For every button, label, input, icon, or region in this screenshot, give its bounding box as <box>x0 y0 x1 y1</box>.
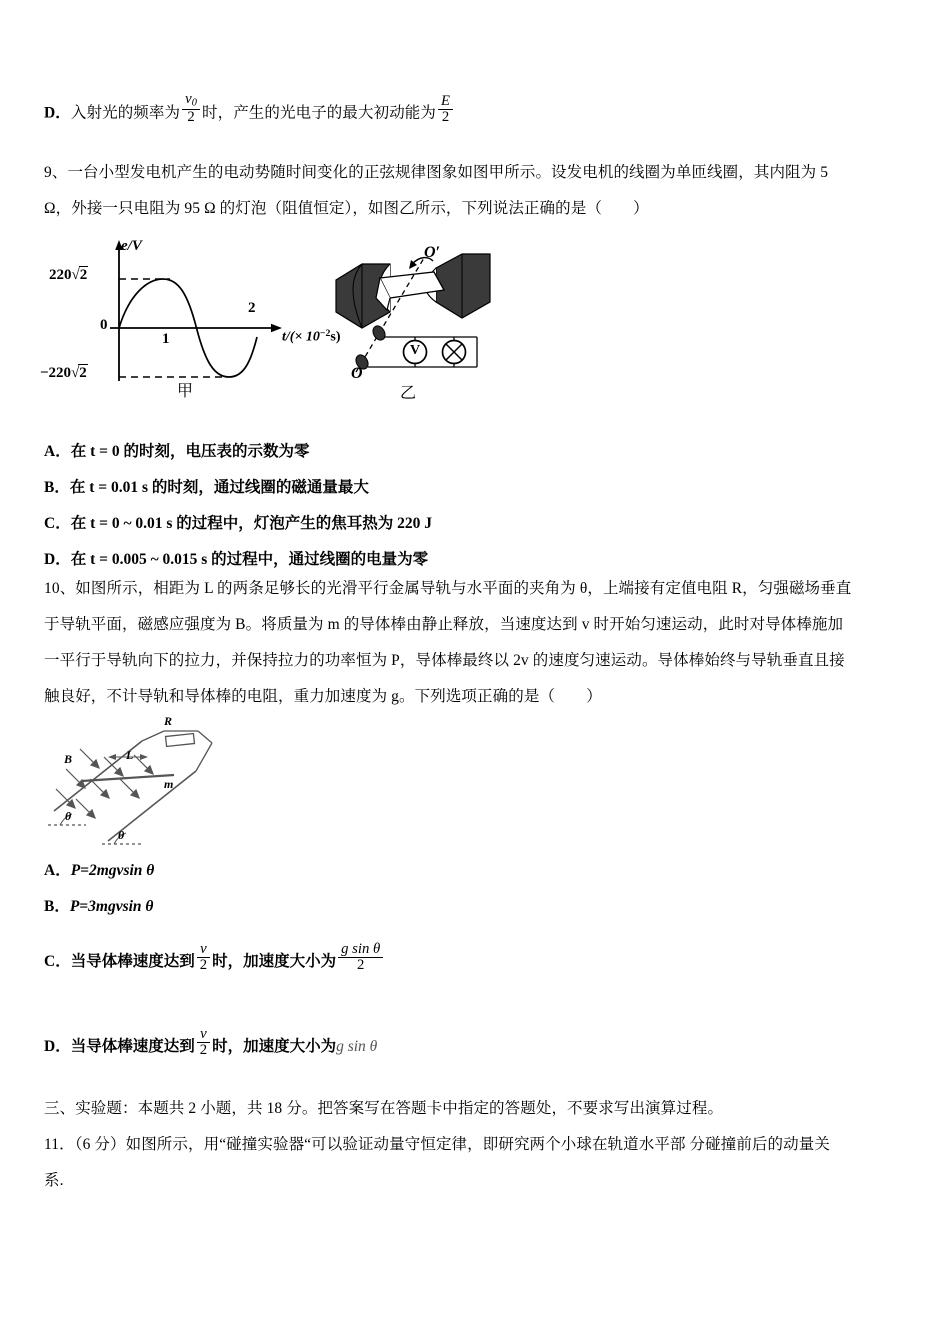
q9-option-a <box>44 441 309 463</box>
q11-line-1: 11．（6 分）如图所示，用“碰撞实验器“可以验证动量守恒定律，即研究两个小球在轨道水平部 分碰撞前后的动量关 <box>44 1136 830 1153</box>
q10-option-d-fraction-v-2 <box>197 1027 210 1059</box>
q10-option-a <box>44 860 154 882</box>
fraction-numerator: g sin θ <box>338 942 383 958</box>
rails-label-L: L <box>126 748 134 762</box>
q10-stem-line-3: 一平行于导轨向下的拉力，并保持拉力的功率恒为 P，导体棒最终以 2v 的速度匀速运动。导体棒始终与导轨垂直且接 <box>44 652 845 669</box>
q9-option-b-label: B． <box>44 479 70 496</box>
q10-option-c <box>44 940 385 978</box>
fraction-numerator: v <box>197 942 210 958</box>
emf-graph-tick-1: 1 <box>162 331 170 347</box>
rails-label-B: B <box>64 752 73 766</box>
q10-stem-line-2: 于导轨平面，磁感应强度为 B。将质量为 m 的导体棒由静止释放，当速度达到 v 时开始匀速运动，此时对导体棒施加 <box>44 616 844 633</box>
rails-label-R: R <box>164 714 173 728</box>
q9-option-a-label: A． <box>44 443 71 460</box>
figure-caption-jia: 甲 <box>177 383 194 400</box>
q8-option-d-fraction-e-2 <box>438 94 453 126</box>
q10-option-b-label: B． <box>44 898 70 915</box>
fraction-numerator: E <box>438 94 453 110</box>
q10-option-c-label: C． <box>44 952 71 970</box>
q10-option-a-label: A． <box>44 862 71 879</box>
figure-inclined-rails <box>46 713 236 848</box>
voltmeter-label: V <box>410 343 421 358</box>
q9-option-c-label: C． <box>44 515 71 532</box>
q10-option-d-label: D． <box>44 1037 71 1055</box>
q9-option-b-text: 在 t = 0.01 s 的时刻，通过线圈的磁通量最大 <box>69 479 369 496</box>
q10-option-b-text: P=3mgvsin θ <box>69 898 154 915</box>
fraction-numerator-sub: 0 <box>191 97 197 109</box>
fraction-denominator: 2 <box>441 108 450 125</box>
q9-option-d-text: 在 t = 0.005 ~ 0.015 s 的过程中，通过线圈的电量为零 <box>70 551 429 568</box>
q10-option-b <box>44 896 153 918</box>
q10-option-c-text-before: 当导体棒速度达到 <box>70 952 195 970</box>
fraction-numerator: ν <box>185 90 192 107</box>
q10-option-d-text-middle: 时，加速度大小为 <box>212 1037 337 1055</box>
emf-graph-origin-label: 0 <box>100 317 108 333</box>
fraction-denominator: 2 <box>199 1042 208 1059</box>
q8-option-d-text-middle: 时，产生的光电子的最大初动能为 <box>202 104 437 122</box>
fraction-denominator: 2 <box>187 108 195 125</box>
q9-option-d <box>44 549 428 571</box>
fraction-denominator: 2 <box>356 957 365 974</box>
q9-stem-line-2: Ω，外接一只电阻为 95 Ω 的灯泡（阻值恒定），如图乙所示，下列说法正确的是（ ） <box>44 200 649 217</box>
q9-option-c-text: 在 t = 0 ~ 0.01 s 的过程中，灯泡产生的焦耳热为 220 J <box>70 515 433 532</box>
q11-line-2: 系. <box>44 1172 64 1189</box>
figure-caption-yi: 乙 <box>400 385 417 402</box>
emf-graph-y-min-label: −220√2 <box>40 365 87 381</box>
q10-option-a-text: P=2mgvsin θ <box>70 862 155 879</box>
q9-option-c <box>44 513 432 535</box>
rails-label-theta-2: θ <box>118 828 125 842</box>
q10-option-c-fraction-v-2 <box>197 942 210 974</box>
q10-option-d <box>44 1025 378 1063</box>
q10-option-c-fraction-gsin-2 <box>338 942 383 974</box>
q8-option-d-fraction-nu0-2 <box>182 92 200 126</box>
q8-option-d-text-before: 入射光的频率为 <box>70 104 181 122</box>
emf-graph-x-axis-label: $t/(\times 10^{-2}s)$ <box>282 328 341 345</box>
q9-option-a-text: 在 t = 0 的时刻，电压表的示数为零 <box>70 443 310 460</box>
rails-label-m: m <box>164 777 174 791</box>
q10-stem-line-1: 10、如图所示，相距为 L 的两条足够长的光滑平行金属导轨与水平面的夹角为 θ，上端接有定值电阻 R，匀强磁场垂直 <box>44 580 852 597</box>
rails-label-theta-1: θ <box>65 809 72 823</box>
emf-graph-svg <box>52 238 342 388</box>
fraction-denominator: 2 <box>199 957 208 974</box>
q9-stem-line-1: 9、一台小型发电机产生的电动势随时间变化的正弦规律图象如图甲所示。设发电机的线圈为单匝线圈，其内阻为 5 <box>44 164 829 181</box>
generator-axis-top-label: O′ <box>424 244 441 261</box>
emf-graph-y-axis-label: e/V <box>121 238 142 254</box>
generator-axis-bottom-label: O <box>351 365 363 382</box>
q10-option-d-text-before: 当导体棒速度达到 <box>70 1037 195 1055</box>
q10-option-c-text-middle: 时，加速度大小为 <box>212 952 337 970</box>
emf-graph-tick-2: 2 <box>248 300 256 316</box>
rails-svg <box>46 713 236 848</box>
figure-emf-time-graph <box>40 238 342 413</box>
emf-graph-y-max-label: 220√2 <box>49 267 88 283</box>
q10-option-d-text-after: g sin θ <box>336 1037 378 1055</box>
q9-option-d-label: D． <box>44 551 71 568</box>
q10-stem-line-4: 触良好，不计导轨和导体棒的电阻，重力加速度为 g。下列选项正确的是（ ） <box>44 688 602 705</box>
figure-generator-circuit <box>332 240 517 415</box>
q8-option-d <box>44 90 455 130</box>
fraction-numerator: v <box>197 1027 210 1043</box>
section3-heading: 三、实验题：本题共 2 小题，共 18 分。把答案写在答题卡中指定的答题处，不要求写出演算过程。 <box>44 1100 724 1117</box>
q9-option-b <box>44 477 369 499</box>
q8-option-d-label: D． <box>44 104 71 122</box>
